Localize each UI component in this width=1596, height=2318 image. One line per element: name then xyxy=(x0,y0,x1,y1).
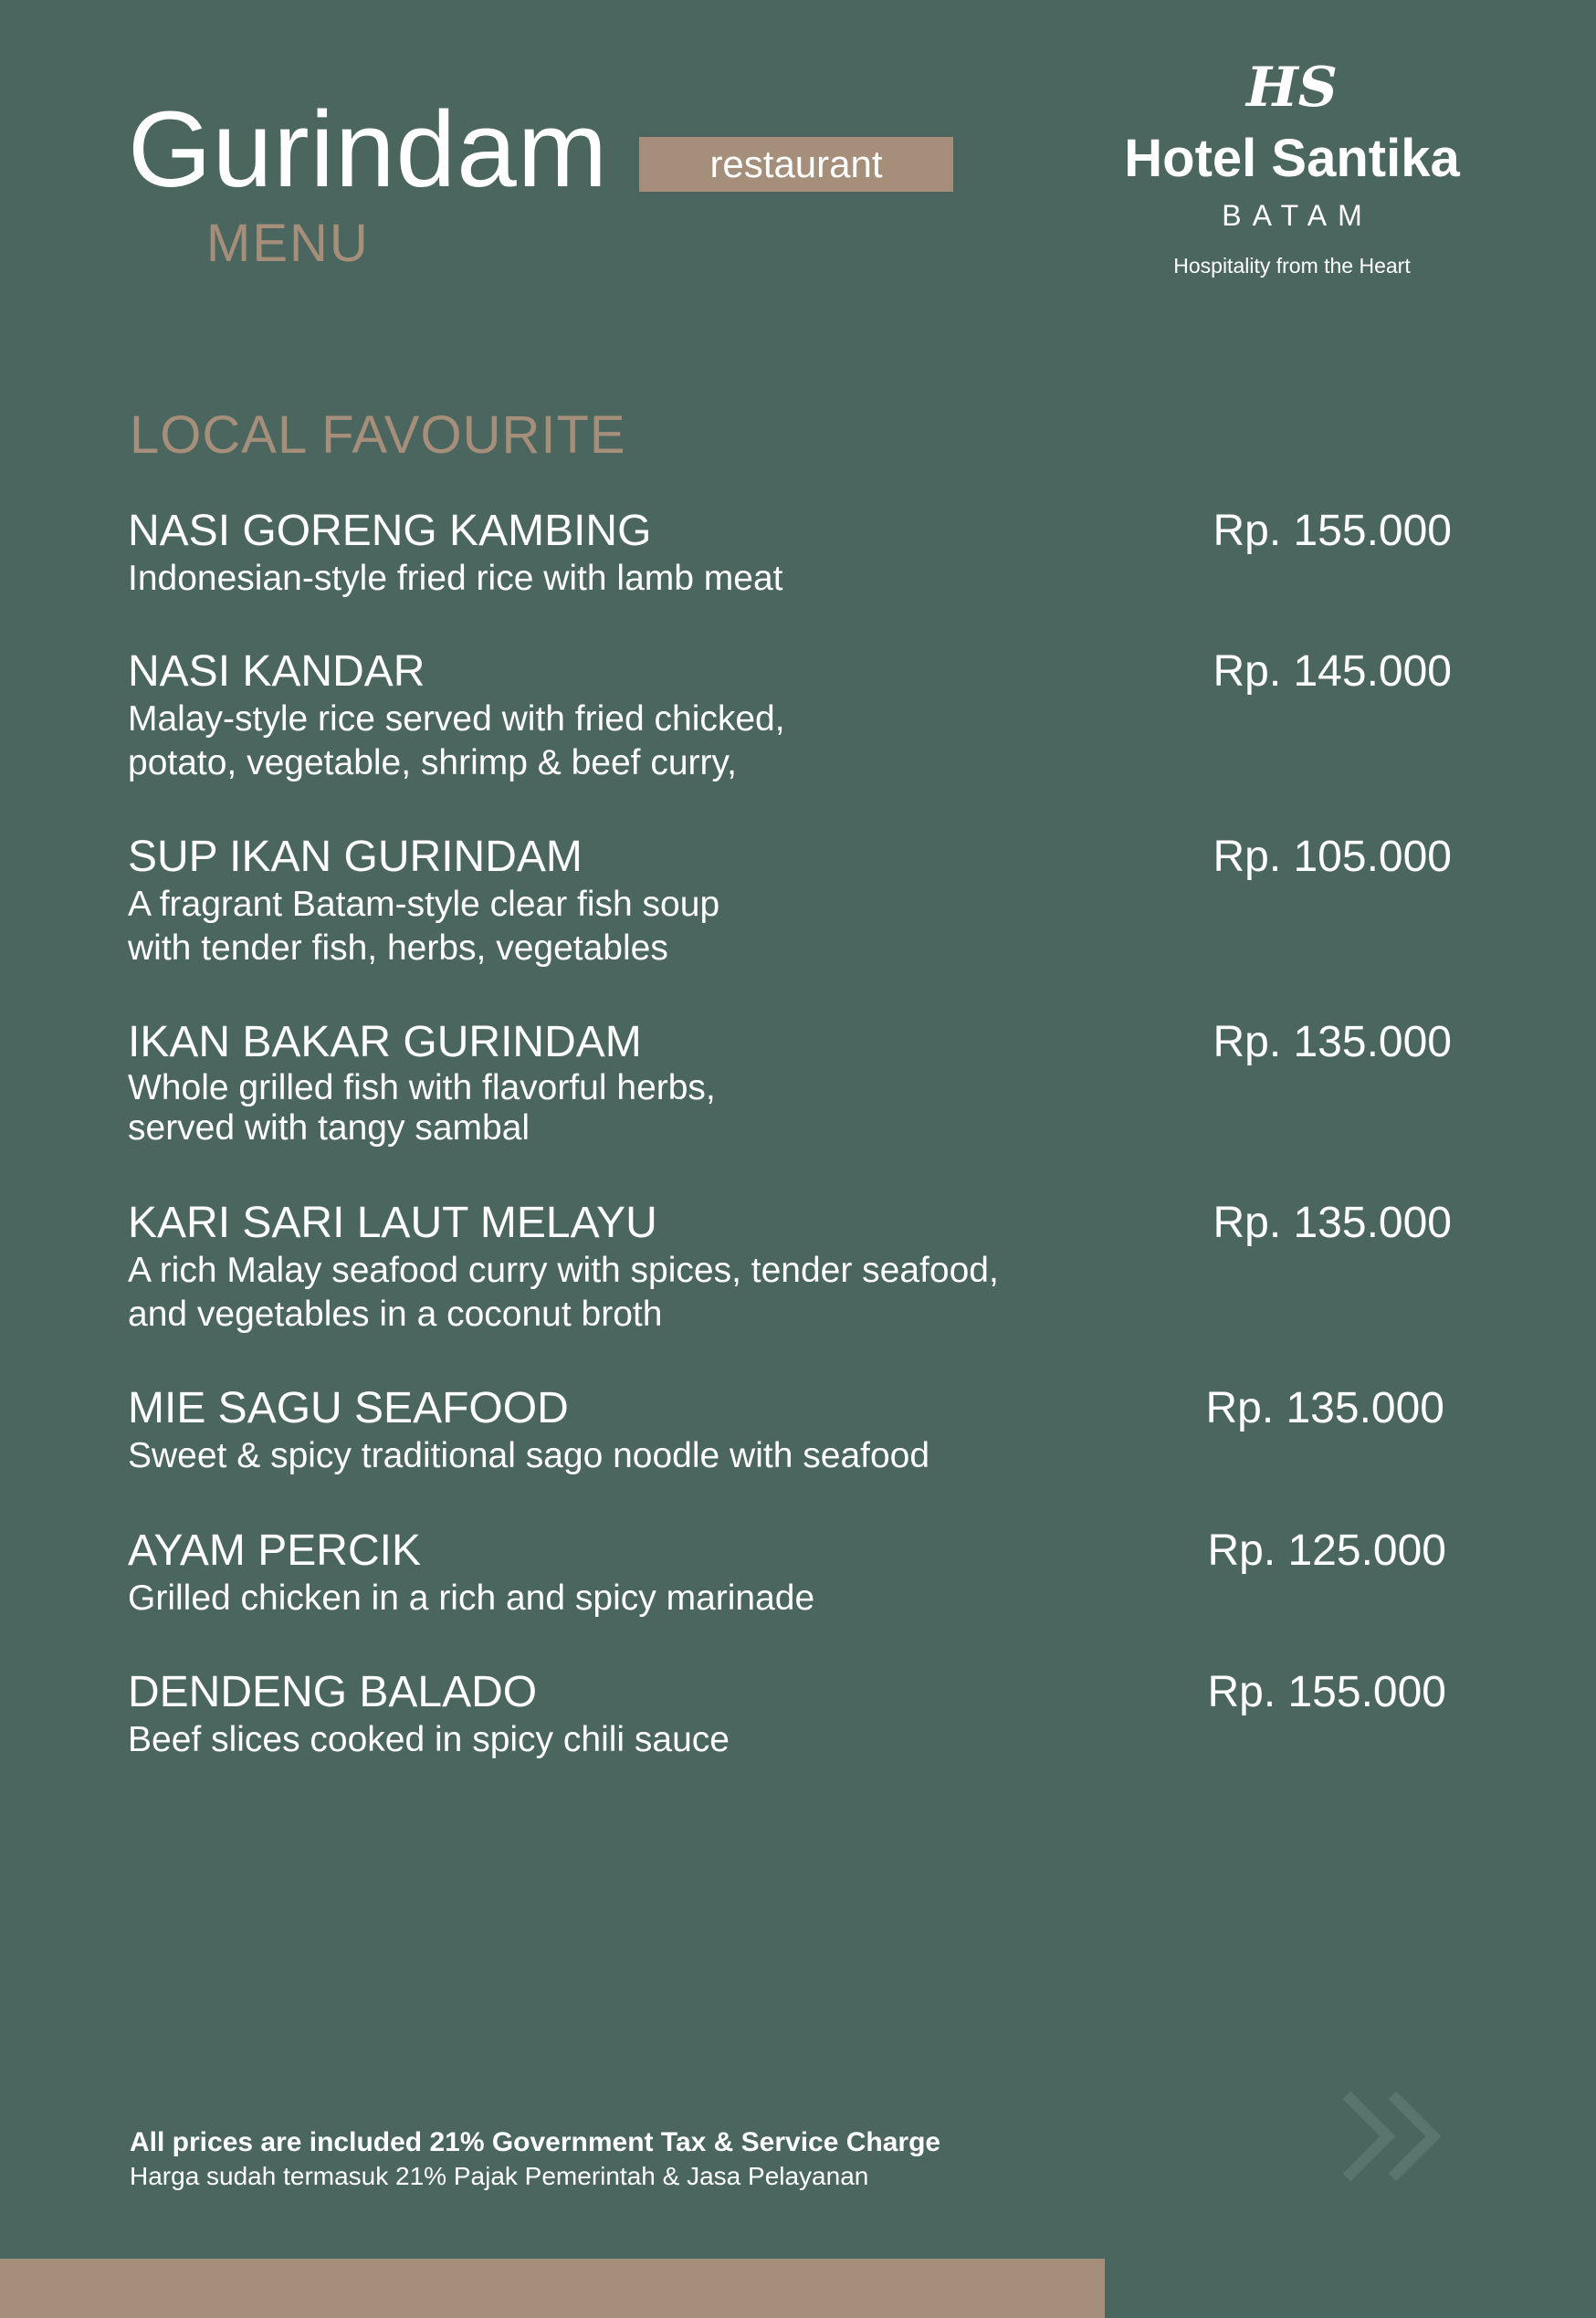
menu-item xyxy=(128,1017,1461,1149)
menu-item xyxy=(128,1526,1461,1621)
item-description: Grilled chicken in a rich and spicy marinade xyxy=(128,1579,815,1618)
menu-item xyxy=(128,506,1461,601)
price-note-english: All prices are included 21% Government Tax & Service Charge xyxy=(130,2127,941,2157)
item-price: Rp. 145.000 xyxy=(1213,647,1452,696)
item-price: Rp. 155.000 xyxy=(1207,1668,1446,1716)
item-description: Whole grilled fish with flavorful herbs, served with tangy sambal xyxy=(128,1068,716,1148)
item-price: Rp. 135.000 xyxy=(1213,1018,1452,1066)
item-price: Rp. 105.000 xyxy=(1213,833,1452,881)
restaurant-tag: restaurant xyxy=(639,137,953,192)
item-name: NASI KANDAR xyxy=(128,647,425,696)
hotel-city: BATAM xyxy=(1222,199,1373,232)
item-description: Beef slices cooked in spicy chili sauce xyxy=(128,1720,730,1759)
item-description: A fragrant Batam-style clear fish soup with tender fish, herbs, vegetables xyxy=(128,885,720,968)
item-name: IKAN BAKAR GURINDAM xyxy=(128,1018,642,1066)
menu-subtitle: MENU xyxy=(206,214,370,273)
menu-item xyxy=(128,1198,1461,1337)
menu-item xyxy=(128,646,1461,785)
menu-item xyxy=(128,1667,1461,1762)
hotel-tagline: Hospitality from the Heart xyxy=(1173,254,1411,278)
item-price: Rp. 135.000 xyxy=(1205,1384,1444,1432)
menu-item xyxy=(128,1383,1461,1478)
item-price: Rp. 135.000 xyxy=(1213,1199,1452,1247)
bottom-accent-bar xyxy=(0,2259,1105,2318)
price-note-indonesian: Harga sudah termasuk 21% Pajak Pemerintah & Jasa Pelayanan xyxy=(130,2162,869,2190)
price-note xyxy=(130,2125,940,2193)
hotel-name: Hotel Santika xyxy=(1124,129,1460,188)
item-name: MIE SAGU SEAFOOD xyxy=(128,1384,569,1432)
double-chevron-right-icon xyxy=(1338,2086,1456,2187)
item-description: Malay-style rice served with fried chicked, potato, vegetable, shrimp & beef curry, xyxy=(128,699,785,782)
item-name: NASI GORENG KAMBING xyxy=(128,507,652,555)
item-name: KARI SARI LAUT MELAYU xyxy=(128,1199,657,1247)
menu-item xyxy=(128,832,1461,970)
logo-monogram: HS xyxy=(1245,57,1339,117)
item-price: Rp. 125.000 xyxy=(1207,1526,1446,1575)
item-name: AYAM PERCIK xyxy=(128,1526,421,1575)
item-name: SUP IKAN GURINDAM xyxy=(128,833,583,881)
section-title: LOCAL FAVOURITE xyxy=(130,405,626,465)
item-description: Indonesian-style fried rice with lamb meat xyxy=(128,559,783,598)
item-description: A rich Malay seafood curry with spices, tender seafood, and vegetables in a coconut broth xyxy=(128,1251,999,1334)
hs-monogram-icon xyxy=(1242,57,1342,117)
item-description: Sweet & spicy traditional sago noodle with seafood xyxy=(128,1436,930,1475)
restaurant-name: Gurindam xyxy=(128,89,609,210)
item-name: DENDENG BALADO xyxy=(128,1668,538,1716)
item-price: Rp. 155.000 xyxy=(1213,507,1452,555)
